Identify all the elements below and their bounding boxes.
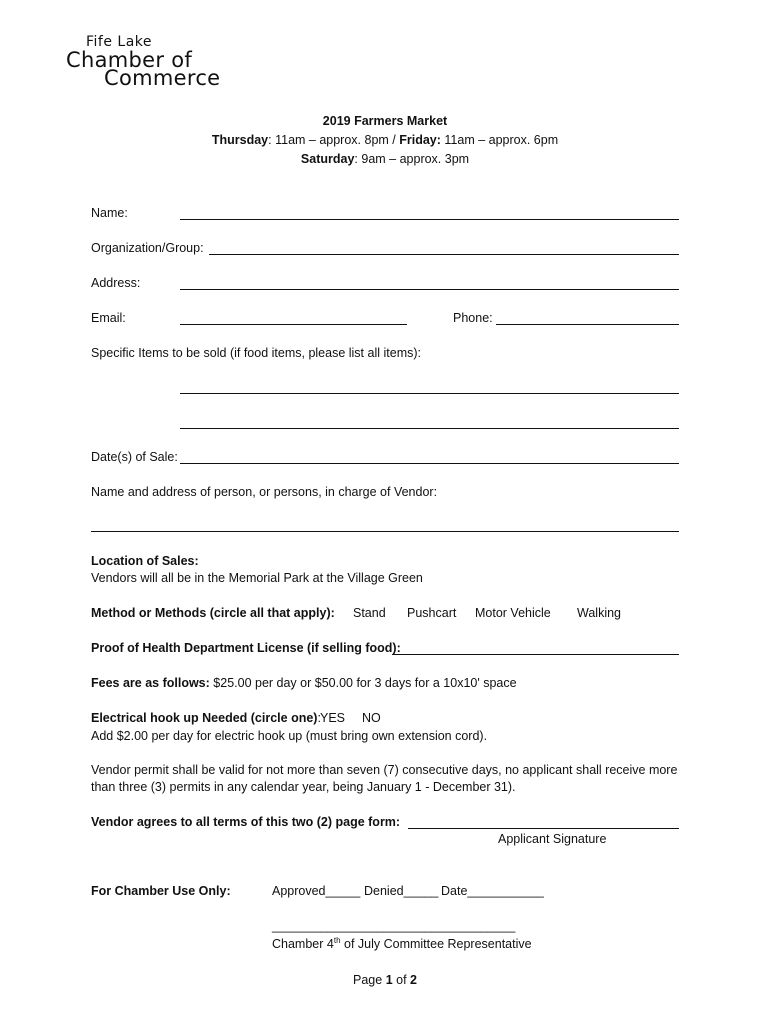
electrical-option-yes[interactable]: YES: [320, 711, 346, 725]
items-field-line-1[interactable]: [180, 393, 679, 394]
logo-line-1: Fife Lake: [86, 34, 153, 50]
location-heading: Location of Sales:: [91, 554, 199, 568]
market-hours-saturday: Saturday: 9am – approx. 3pm: [300, 152, 470, 166]
organization-field-line[interactable]: [209, 254, 679, 255]
name-label: Name:: [91, 206, 128, 220]
phone-field-line[interactable]: [496, 324, 679, 325]
email-label: Email:: [91, 311, 126, 325]
chamber-logo: [66, 34, 226, 92]
document-title: 2019 Farmers Market: [322, 114, 448, 128]
method-option-motor-vehicle[interactable]: Motor Vehicle: [475, 606, 551, 620]
method-option-stand[interactable]: Stand: [353, 606, 386, 620]
person-field-line[interactable]: [91, 531, 679, 532]
dates-field-line[interactable]: [180, 463, 679, 464]
approved-field[interactable]: Approved_____: [272, 884, 361, 898]
items-label: Specific Items to be sold (if food items, please list all items):: [91, 346, 421, 360]
method-option-pushcart[interactable]: Pushcart: [407, 606, 457, 620]
permit-text-line-2: than three (3) permits in any calendar year, being January 1 - December 31).: [91, 780, 516, 794]
electrical-label: Electrical hook up Needed (circle one):: [91, 711, 321, 725]
address-label: Address:: [91, 276, 141, 290]
name-field-line[interactable]: [180, 219, 679, 220]
market-hours-weekday: Thursday: 11am – approx. 8pm / Friday: 11am – approx. 6pm: [211, 133, 559, 147]
permit-text-line-1: Vendor permit shall be valid for not more than seven (7) consecutive days, no applicant shall receive more: [91, 763, 678, 777]
logo-line-2: Chamber of: [66, 48, 193, 72]
electrical-note: Add $2.00 per day for electric hook up (must bring own extension cord).: [91, 729, 488, 743]
date-field[interactable]: Date___________: [441, 884, 544, 898]
chamber-use-label: For Chamber Use Only:: [91, 884, 231, 898]
dates-label: Date(s) of Sale:: [91, 450, 178, 464]
phone-label: Phone:: [453, 311, 493, 325]
items-field-line-2[interactable]: [180, 428, 679, 429]
agreement-label: Vendor agrees to all terms of this two (2) page form:: [91, 815, 401, 829]
email-field-line[interactable]: [180, 324, 407, 325]
person-label: Name and address of person, or persons, in charge of Vendor:: [91, 485, 438, 499]
logo-line-3: Commerce: [104, 66, 221, 90]
location-text: Vendors will all be in the Memorial Park at the Village Green: [91, 571, 423, 585]
applicant-signature-caption: Applicant Signature: [498, 832, 607, 846]
page-number: Page 1 of 2: [353, 973, 417, 987]
health-license-label: Proof of Health Department License (if selling food):: [91, 641, 401, 655]
denied-field[interactable]: Denied_____: [364, 884, 439, 898]
method-option-walking[interactable]: Walking: [577, 606, 621, 620]
fees-text: Fees are as follows: $25.00 per day or $50.00 for 3 days for a 10x10' space: [91, 676, 517, 690]
organization-label: Organization/Group:: [91, 241, 204, 255]
address-field-line[interactable]: [180, 289, 679, 290]
health-license-field-line[interactable]: [392, 654, 679, 655]
methods-label: Method or Methods (circle all that apply):: [91, 606, 335, 620]
representative-signature-line[interactable]: ___________________________________: [272, 919, 516, 933]
representative-caption: Chamber 4th of July Committee Representative: [272, 936, 532, 952]
applicant-signature-line[interactable]: [408, 828, 679, 829]
electrical-option-no[interactable]: NO: [362, 711, 381, 725]
